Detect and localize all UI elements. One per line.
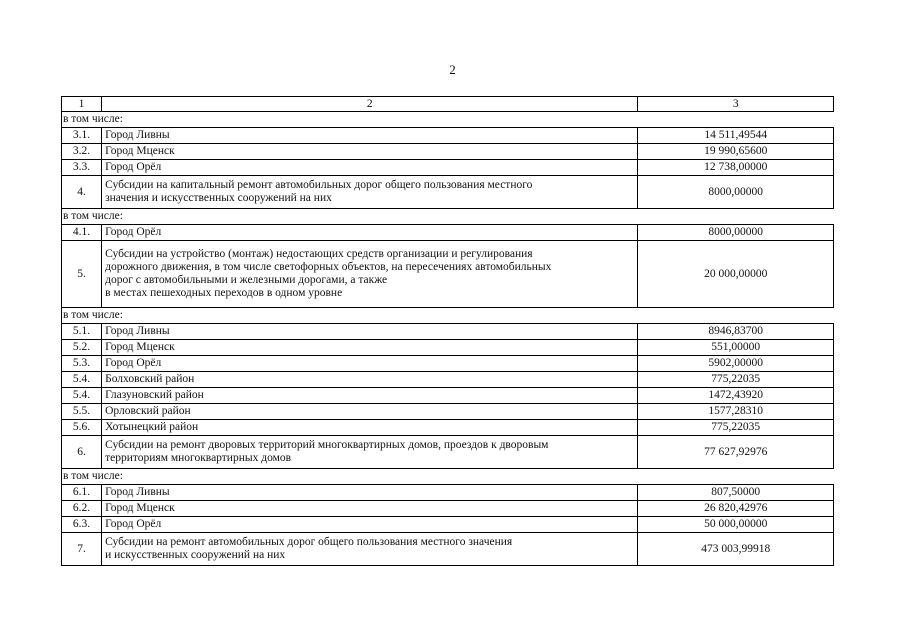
table-row: [62, 176, 834, 209]
row-value: 50 000,00000: [638, 517, 834, 533]
row-name: Город Орёл: [102, 517, 638, 533]
row-number: 3.3.: [62, 160, 102, 176]
row-name: Хотынецкий район: [102, 420, 638, 436]
row-number: 4.1.: [62, 225, 102, 241]
subgroup-label: в том числе:: [62, 469, 834, 485]
table-row: [62, 436, 834, 469]
table-row: [62, 517, 834, 533]
table-row: [62, 128, 834, 144]
subtotal-label-row: [62, 112, 834, 128]
row-name-line: Субсидии на устройство (монтаж) недостающих средств организации и регулирования: [105, 248, 533, 260]
row-number: 4.: [62, 176, 102, 209]
row-value: 8946,83700: [638, 324, 834, 340]
row-number: 5.5.: [62, 404, 102, 420]
row-value: 1472,43920: [638, 388, 834, 404]
row-name-line: Субсидии на ремонт дворовых территорий многоквартирных домов, проездов к дворовым: [105, 439, 549, 451]
row-number: 5.4.: [62, 388, 102, 404]
table-row: [62, 225, 834, 241]
subgroup-label: в том числе:: [62, 112, 834, 128]
header-col-1: 1: [62, 97, 102, 112]
row-number: 5.3.: [62, 356, 102, 372]
row-number: 6.: [62, 436, 102, 469]
row-value: 8000,00000: [638, 176, 834, 209]
subgroup-label: в том числе:: [62, 308, 834, 324]
row-name: Город Ливны: [102, 128, 638, 144]
row-value: 473 003,99918: [638, 533, 834, 566]
row-value: 807,50000: [638, 485, 834, 501]
row-name-line: территориям многоквартирных домов: [105, 452, 292, 464]
row-value: 19 990,65600: [638, 144, 834, 160]
row-value: 26 820,42976: [638, 501, 834, 517]
row-value: 14 511,49544: [638, 128, 834, 144]
table-row: [62, 533, 834, 566]
header-col-2: 2: [102, 97, 638, 112]
row-number: 3.2.: [62, 144, 102, 160]
subtotal-label-row: [62, 209, 834, 225]
table-row: [62, 144, 834, 160]
row-name: [102, 241, 638, 308]
table-row: [62, 160, 834, 176]
row-name: [102, 533, 638, 566]
row-number: 6.1.: [62, 485, 102, 501]
row-number: 6.2.: [62, 501, 102, 517]
row-name: Город Орёл: [102, 160, 638, 176]
row-name-line: дорожного движения, в том числе светофорных объектов, на пересечениях автомобильных: [105, 261, 552, 273]
row-name: Город Мценск: [102, 340, 638, 356]
header-col-3: 3: [638, 97, 834, 112]
row-number: 5.1.: [62, 324, 102, 340]
row-value: 20 000,00000: [638, 241, 834, 308]
table-row: [62, 372, 834, 388]
row-value: 1577,28310: [638, 404, 834, 420]
table-row: [62, 485, 834, 501]
row-name: [102, 176, 638, 209]
row-value: 775,22035: [638, 420, 834, 436]
subtotal-label-row: [62, 308, 834, 324]
row-name: [102, 436, 638, 469]
row-name: Глазуновский район: [102, 388, 638, 404]
row-name-line: Субсидии на капитальный ремонт автомобильных дорог общего пользования местного: [105, 179, 533, 191]
row-value: 551,00000: [638, 340, 834, 356]
row-value: 8000,00000: [638, 225, 834, 241]
row-name-line: дорог с автомобильными и железными дорогами, а также: [105, 274, 388, 286]
row-number: 5.4.: [62, 372, 102, 388]
row-number: 5.2.: [62, 340, 102, 356]
table-row: [62, 388, 834, 404]
row-name: Город Орёл: [102, 356, 638, 372]
table-row: [62, 241, 834, 308]
row-number: 7.: [62, 533, 102, 566]
row-value: 77 627,92976: [638, 436, 834, 469]
table-header-row: [62, 97, 834, 112]
row-name: Орловский район: [102, 404, 638, 420]
table-row: [62, 356, 834, 372]
row-number: 5.6.: [62, 420, 102, 436]
row-number: 3.1.: [62, 128, 102, 144]
table-row: [62, 404, 834, 420]
table-row: [62, 420, 834, 436]
row-name: Болховский район: [102, 372, 638, 388]
row-value: 12 738,00000: [638, 160, 834, 176]
row-name: Город Мценск: [102, 144, 638, 160]
row-name-line: значения и искусственных сооружений на них: [105, 192, 332, 204]
subgroup-label: в том числе:: [62, 209, 834, 225]
page-number: 2: [449, 62, 456, 77]
table-row: [62, 340, 834, 356]
row-name-line: и искусственных сооружений на них: [105, 549, 286, 561]
subsidy-table: [61, 96, 834, 566]
row-name: Город Мценск: [102, 501, 638, 517]
row-number: 5.: [62, 241, 102, 308]
subtotal-label-row: [62, 469, 834, 485]
table-row: [62, 324, 834, 340]
row-name: Город Орёл: [102, 225, 638, 241]
table-row: [62, 501, 834, 517]
row-name-line: Субсидии на ремонт автомобильных дорог общего пользования местного значения: [105, 536, 513, 548]
row-name-line: в местах пешеходных переходов в одном уровне: [105, 287, 343, 299]
row-name: Город Ливны: [102, 485, 638, 501]
row-value: 775,22035: [638, 372, 834, 388]
row-number: 6.3.: [62, 517, 102, 533]
row-name: Город Ливны: [102, 324, 638, 340]
row-value: 5902,00000: [638, 356, 834, 372]
